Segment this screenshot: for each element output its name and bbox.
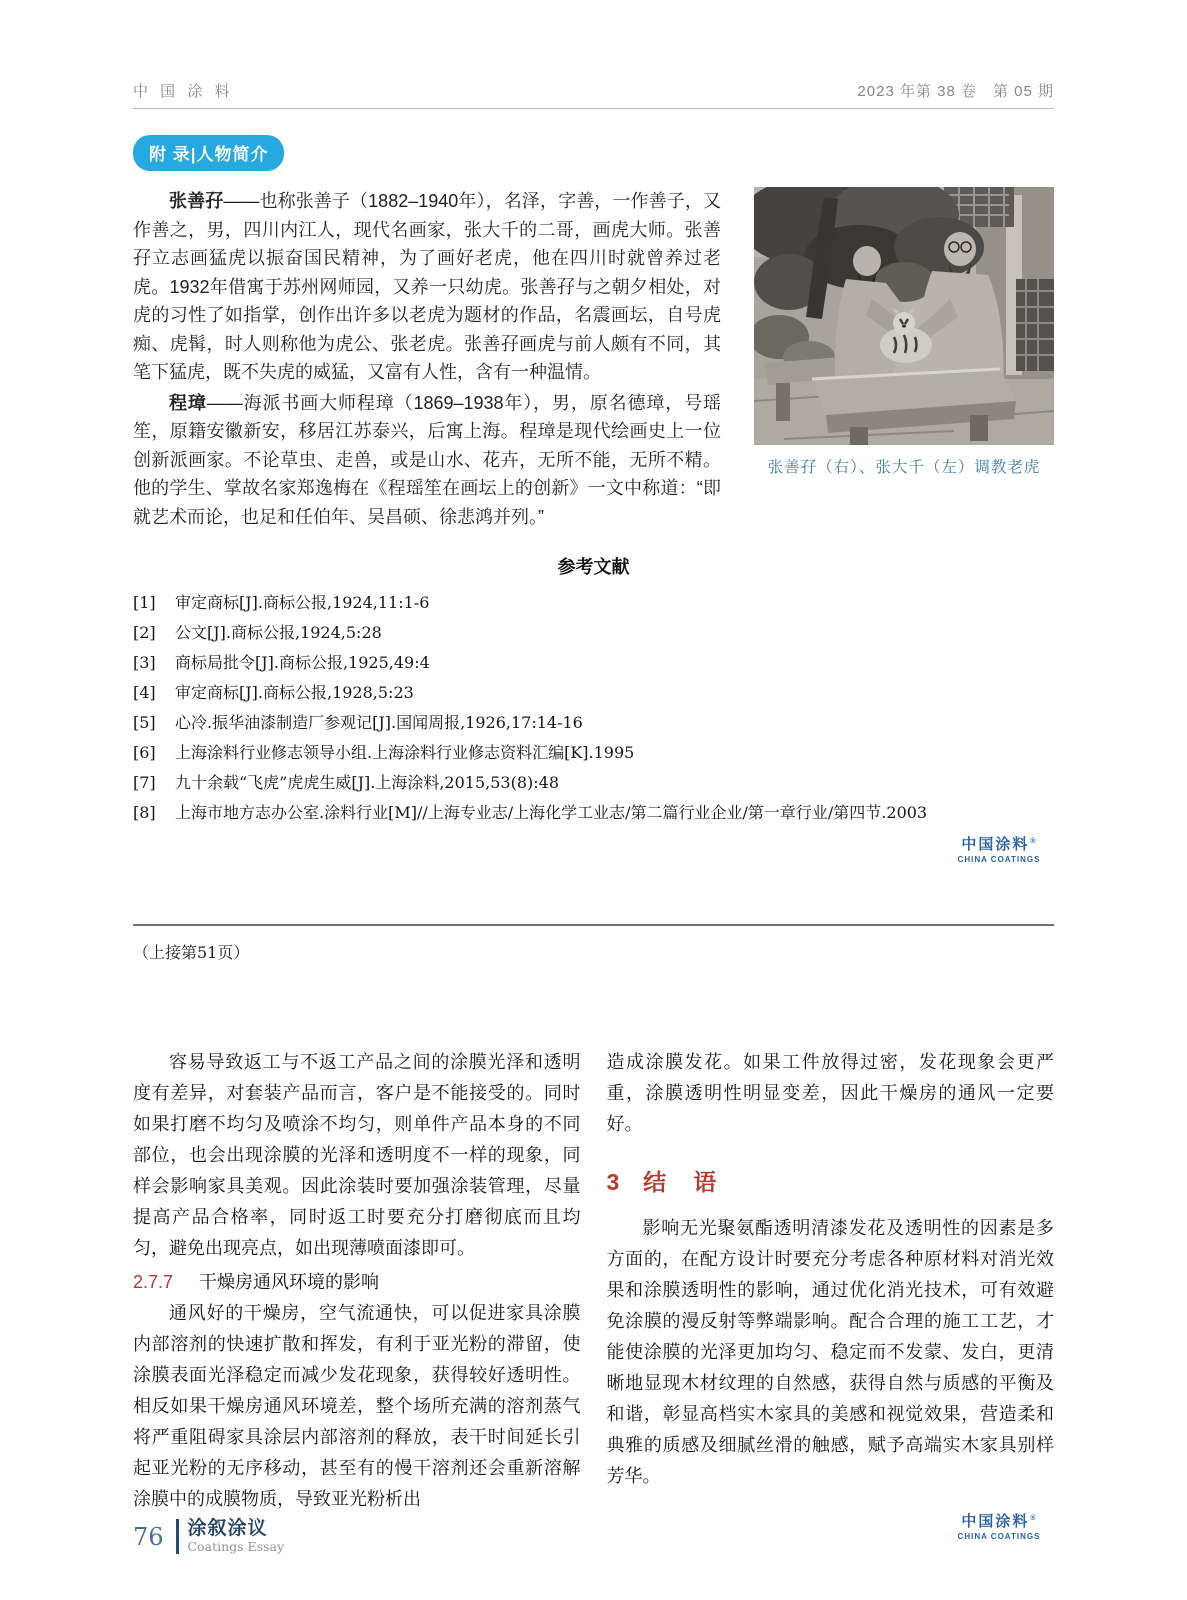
section-number: 3 <box>606 1169 620 1195</box>
article-columns <box>133 1047 1054 1541</box>
page-header <box>133 0 1054 109</box>
reference-item: [2] 公文[J].商标公报,1924,5:28 <box>133 623 382 642</box>
bio-name: 张善孖 <box>169 191 224 211</box>
page-number: 76 <box>133 1522 164 1551</box>
reference-item: [4] 审定商标[J].商标公报,1928,5:23 <box>133 683 414 702</box>
tiger-training-photo <box>754 187 1054 445</box>
bio-body: ——也称张善子（1882–1940年），名泽，字善，一作善子，又作善之，男，四川内江人，现代名画家，张大千的二哥，画虎大师。张善孖立志画猛虎以振奋国民精神，为了画好老虎，他在四川时就曾养过老虎。1932年借寓于苏州网师园，又养一只幼虎。张善孖与之朝夕相处，对虎的习性了如指掌，创作出许多以老虎为题材的作品，名震画坛，自号虎痴、虎髯，时人则称他为虎公、张老虎。张善孖画虎与前人颇有不同，其笔下猛虎，既不失虎的威猛，又富有人性，含有一种温情。 <box>133 191 721 382</box>
column-name-block <box>176 1519 284 1554</box>
bio-paragraph-zhangshanzi <box>133 187 721 387</box>
photo-figure <box>754 187 1054 531</box>
reference-item: [6] 上海涂料行业修志领导小组.上海涂料行业修志资料汇编[K].1995 <box>133 743 635 762</box>
journal-name: 中 国 涂 料 <box>133 83 234 100</box>
reference-item: [8] 上海市地方志办公室.涂料行业[M]//上海专业志/上海化学工业志/第二篇行业企业/第一章行业/第四节.2003 <box>133 803 928 822</box>
subsection-number: 2.7.7 <box>133 1272 174 1292</box>
china-coatings-logo: 中国涂料 ® CHINA COATINGS <box>944 1510 1054 1541</box>
body-paragraph: 容易导致返工与不返工产品之间的涂膜光泽和透明度有差异，对套装产品而言，客户是不能接受的。同时如果打磨不均匀及喷涂不均匀，则单件产品本身的不同部位，也会出现涂膜的光泽和透明度不一样的现象，同样会影响家具美观。因此涂装时要加强涂装管理，尽量提高产品合格率，同时返工时要充分打磨彻底而且均匀，避免出现亮点，如出现薄喷面漆即可。 <box>133 1052 581 1259</box>
section-title: 结 语 <box>643 1169 719 1195</box>
left-column <box>133 1047 581 1541</box>
section-heading <box>607 1164 1055 1197</box>
appendix-badge: 附 录|人物简介 <box>133 135 284 171</box>
bio-body: ——海派书画大师程璋（1869–1938年），男，原名德璋，号瑶笙，原籍安徽新安，移居江苏泰兴，后寓上海。程璋是现代绘画史上一位创新派画家。不论草虫、走兽，或是山水、花卉，无所不能，无所不精。他的学生、掌故名家郑逸梅在《程瑶笙在画坛上的创新》一文中称道：“即就艺术而论，也足和任伯年、吴昌硕、徐悲鸿并列。” <box>133 392 721 527</box>
section-divider <box>133 924 1054 926</box>
column-name-en: Coatings Essay <box>187 1539 285 1554</box>
reference-item: [1] 审定商标[J].商标公报,1924,11:1-6 <box>133 593 430 612</box>
body-paragraph: 通风好的干燥房，空气流通快，可以促进家具涂膜内部溶剂的快速扩散和挥发，有利于亚光粉的滞留，使涂膜表面光泽稳定而减少发花现象，获得较好透明性。相反如果干燥房通风环境差，整个场所充满的溶剂蒸气将严重阻碍家具涂层内部溶剂的释放，表干时间延长引起亚光粉的无序移动，甚至有的慢干溶剂还会重新溶解涂膜中的成膜物质，导致亚光粉析出 <box>133 1303 581 1510</box>
subsection-heading <box>133 1267 581 1298</box>
biography-section <box>133 187 1054 531</box>
body-paragraph: 造成涂膜发花。如果工件放得过密，发花现象会更严重，涂膜透明性明显变差，因此干燥房的通风一定要好。 <box>606 1052 1054 1135</box>
references-title: 参考文献 <box>557 557 630 577</box>
right-column <box>607 1047 1055 1541</box>
bio-name: 程璋 <box>169 392 207 413</box>
body-paragraph: 影响无光聚氨酯透明清漆发花及透明性的因素是多方面的，在配方设计时要充分考虑各种原材料对消光效果和涂膜透明性的影响，通过优化消光技术，可有效避免涂膜的漫反射等弊端影响。配合合理的施工工艺，才能使涂膜的光泽更加均匀、稳定而不发蒙、发白，更清晰地显现木材纹理的自然感，获得自然与质感的平衡及和谐，彰显高档实木家具的美感和视觉效果，营造柔和典雅的质感及细腻丝滑的触感，赋予高端实木家具别样芳华。 <box>606 1218 1054 1487</box>
page-footer <box>133 1519 284 1554</box>
photo-caption: 张善孖（右）、张大千（左）调教老虎 <box>767 458 1041 476</box>
china-coatings-logo: 中国涂料 ® CHINA COATINGS <box>944 833 1054 864</box>
bio-paragraph-chengzhang <box>133 389 721 532</box>
subsection-title: 干燥房通风环境的影响 <box>199 1272 380 1292</box>
biography-text <box>133 187 721 531</box>
issue-info: 2023 年第 38 卷 第 05 期 <box>857 83 1054 100</box>
reference-item: [5] 心冷.振华油漆制造厂参观记[J].国闻周报,1926,17:14-16 <box>133 713 583 732</box>
references-list <box>133 593 1054 823</box>
column-name-cn: 涂叙涂议 <box>187 1518 268 1539</box>
reference-item: [7] 九十余载“飞虎”虎虎生威[J].上海涂料,2015,53(8):48 <box>133 773 560 792</box>
reference-item: [3] 商标局批令[J].商标公报,1925,49:4 <box>133 653 430 672</box>
continuation-note: （上接第51页） <box>133 943 250 962</box>
